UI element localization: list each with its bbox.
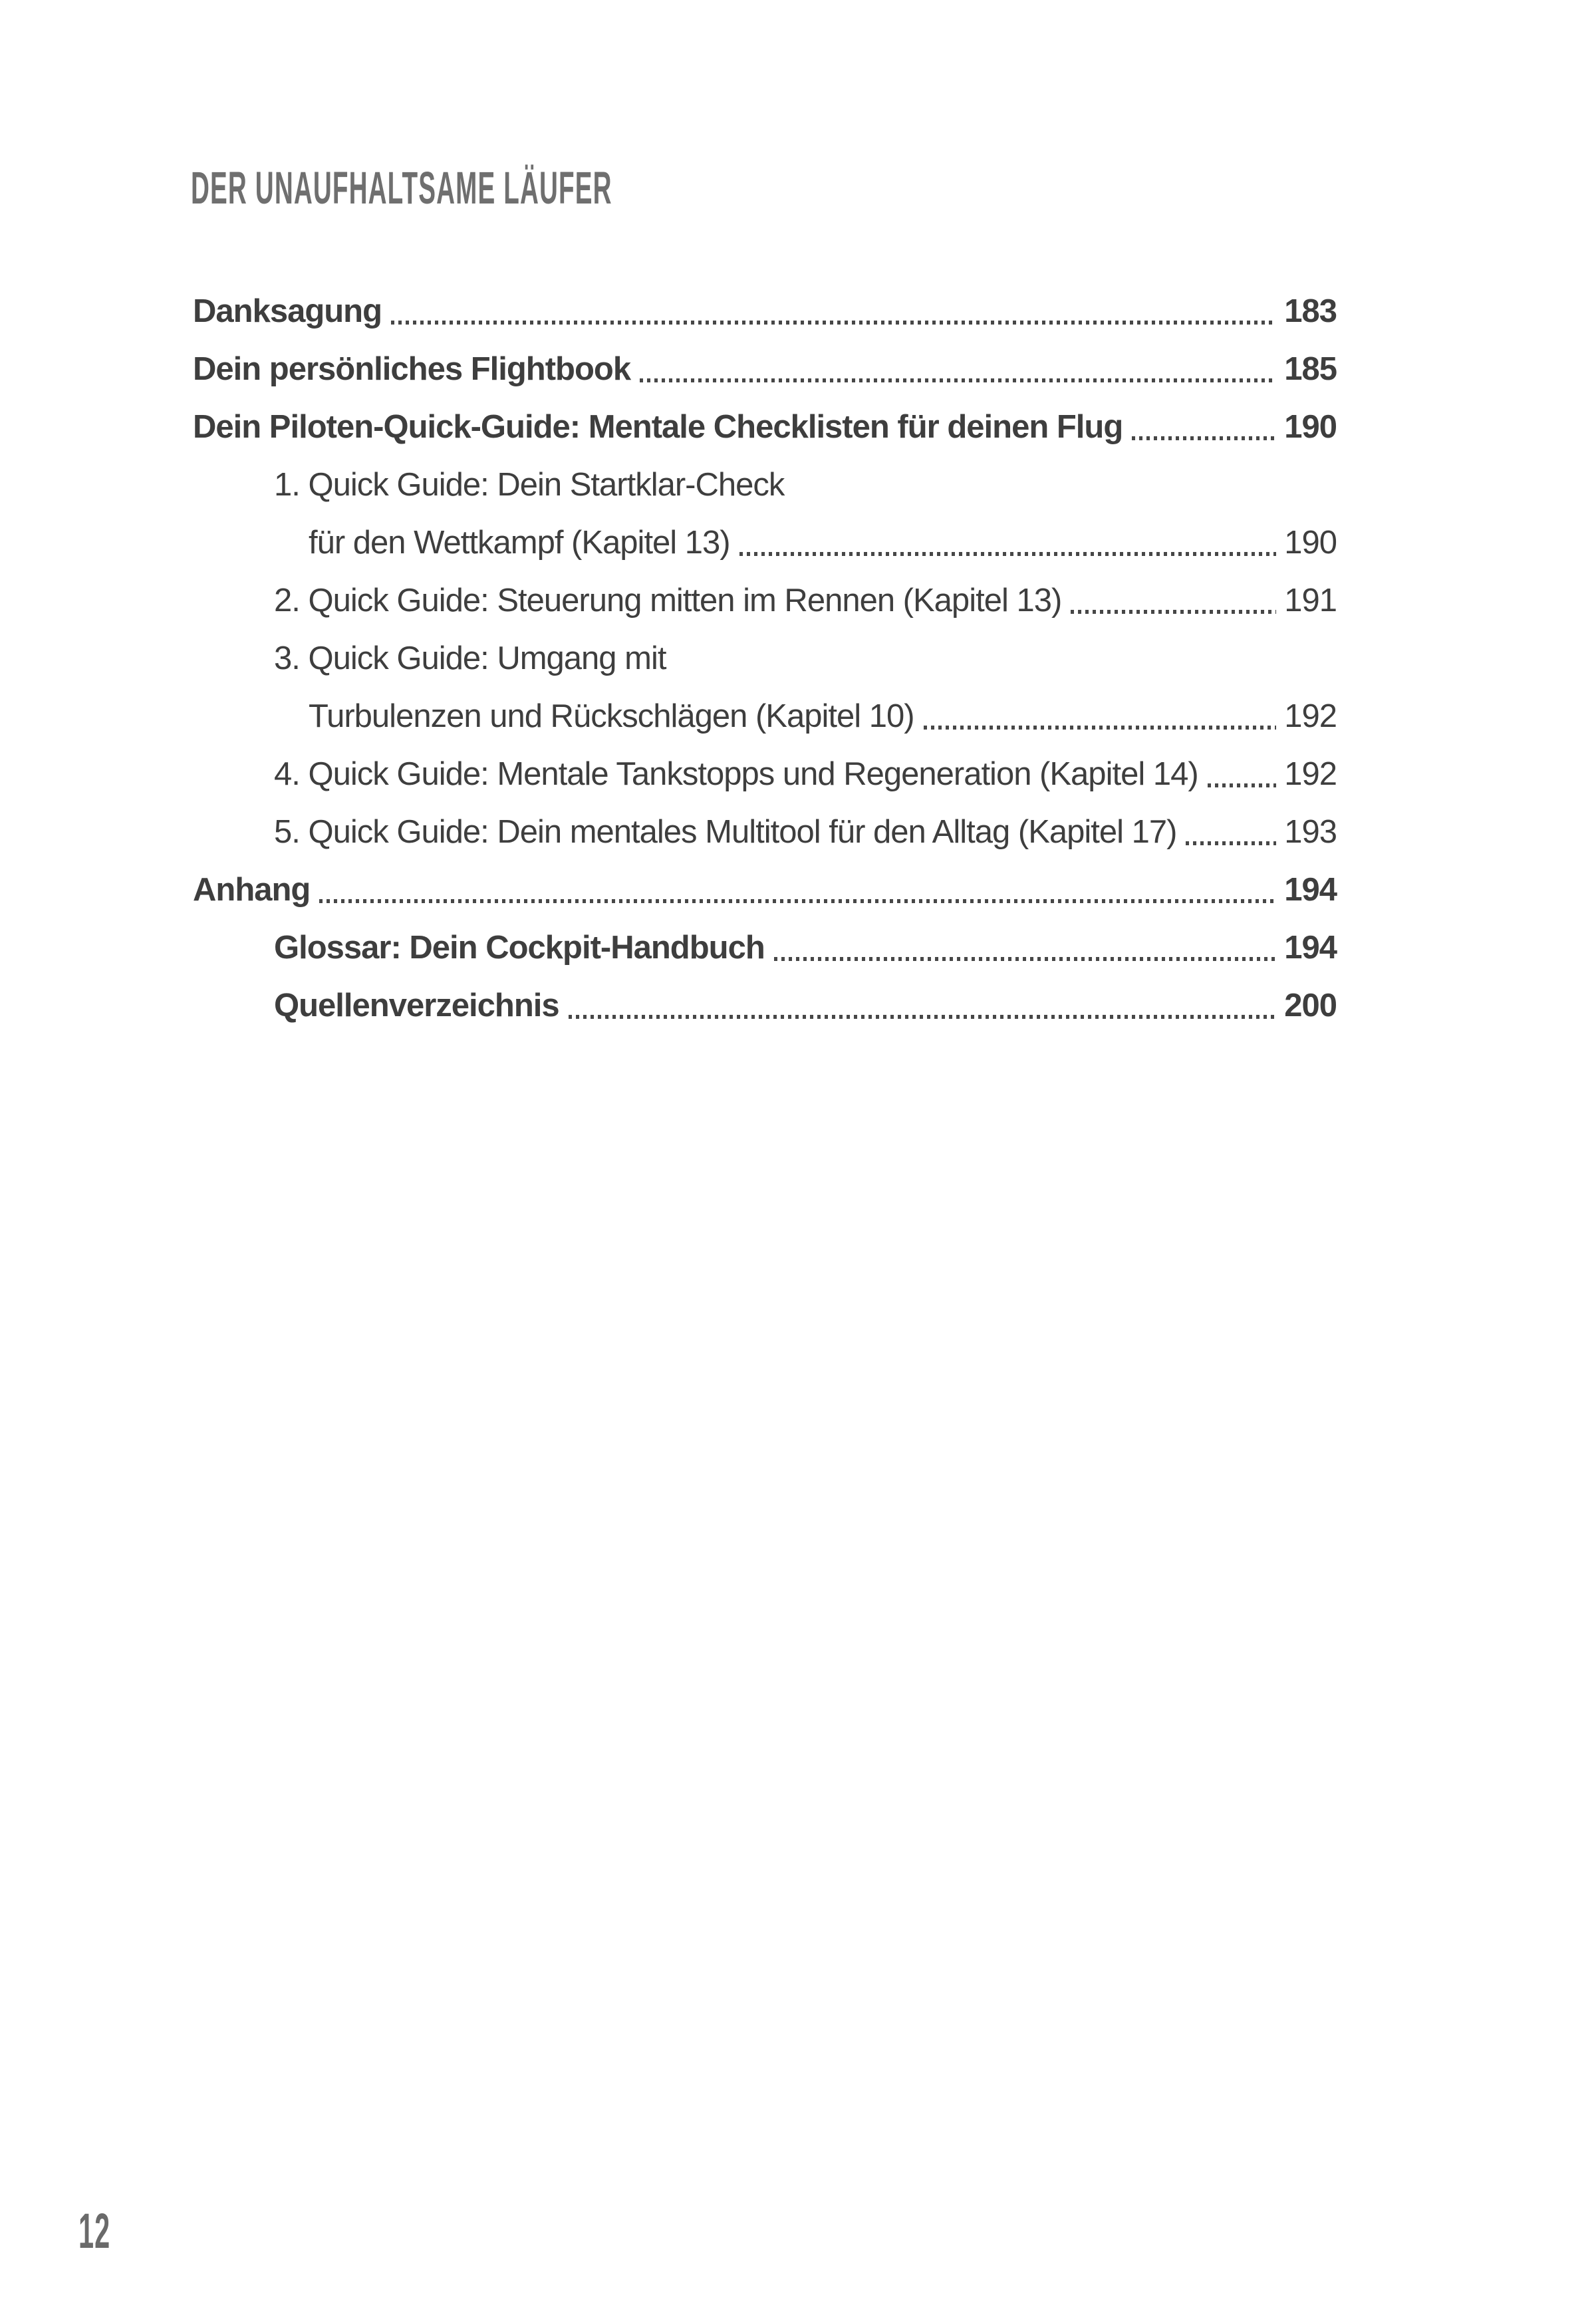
toc-entry-label: Danksagung: [193, 293, 382, 329]
toc-page-number: 191: [1284, 583, 1337, 618]
toc-row: [193, 919, 1337, 977]
toc-row: [193, 861, 1337, 919]
toc-entry-label: Anhang: [193, 872, 311, 908]
toc-page-number: 190: [1284, 409, 1337, 445]
folio-page-number: 12: [78, 2203, 111, 2258]
toc-page-number: 192: [1284, 756, 1337, 792]
toc-page-number: 185: [1284, 351, 1337, 387]
toc-dot-leader: [319, 899, 1276, 903]
toc-entry-label: Dein Piloten-Quick-Guide: Mentale Checklisten für deinen Flug: [193, 409, 1123, 445]
toc-row: [193, 630, 1337, 688]
toc-row: [193, 341, 1337, 398]
toc-entry-label: 4. Quick Guide: Mentale Tankstopps und Regeneration (Kapitel 14): [274, 756, 1198, 792]
toc-dot-leader: [569, 1015, 1277, 1019]
toc-row: [193, 688, 1337, 746]
toc-entry-label: 1. Quick Guide: Dein Startklar-Check: [274, 467, 785, 503]
toc: [193, 283, 1337, 1035]
toc-entry-label: Turbulenzen und Rückschlägen (Kapitel 10): [309, 698, 914, 734]
toc-dot-leader: [1186, 841, 1276, 845]
toc-page-number: 194: [1284, 930, 1337, 966]
toc-row: [193, 572, 1337, 630]
toc-entry-label: 2. Quick Guide: Steuerung mitten im Rennen (Kapitel 13): [274, 583, 1062, 618]
toc-dot-leader: [640, 378, 1276, 382]
toc-dot-leader: [1208, 783, 1277, 787]
toc-page-number: 193: [1284, 814, 1337, 850]
toc-row: [193, 514, 1337, 572]
toc-dot-leader: [391, 321, 1276, 325]
toc-dot-leader: [739, 552, 1277, 556]
toc-entry-label: für den Wettkampf (Kapitel 13): [309, 525, 730, 561]
toc-page-number: 183: [1284, 293, 1337, 329]
toc-entry-label: 3. Quick Guide: Umgang mit: [274, 640, 666, 676]
toc-row: [193, 803, 1337, 861]
toc-page-number: 200: [1284, 988, 1337, 1024]
toc-dot-leader: [774, 957, 1276, 961]
toc-row: [193, 456, 1337, 514]
toc-page-number: 190: [1284, 525, 1337, 561]
toc-page-number: 192: [1284, 698, 1337, 734]
toc-row: [193, 398, 1337, 456]
toc-dot-leader: [1071, 610, 1276, 614]
toc-entry-label: Quellenverzeichnis: [274, 988, 559, 1024]
toc-row: [193, 746, 1337, 803]
toc-row: [193, 283, 1337, 341]
toc-row: [193, 977, 1337, 1035]
book-title-header: DER UNAUFHALTSAME LÄUFER: [191, 162, 612, 213]
toc-entry-label: Glossar: Dein Cockpit-Handbuch: [274, 930, 765, 966]
toc-entry-label: 5. Quick Guide: Dein mentales Multitool für den Alltag (Kapitel 17): [274, 814, 1177, 850]
toc-dot-leader: [924, 726, 1277, 730]
toc-entry-label: Dein persönliches Flightbook: [193, 351, 631, 387]
toc-page-number: 194: [1284, 872, 1337, 908]
toc-dot-leader: [1132, 436, 1276, 440]
